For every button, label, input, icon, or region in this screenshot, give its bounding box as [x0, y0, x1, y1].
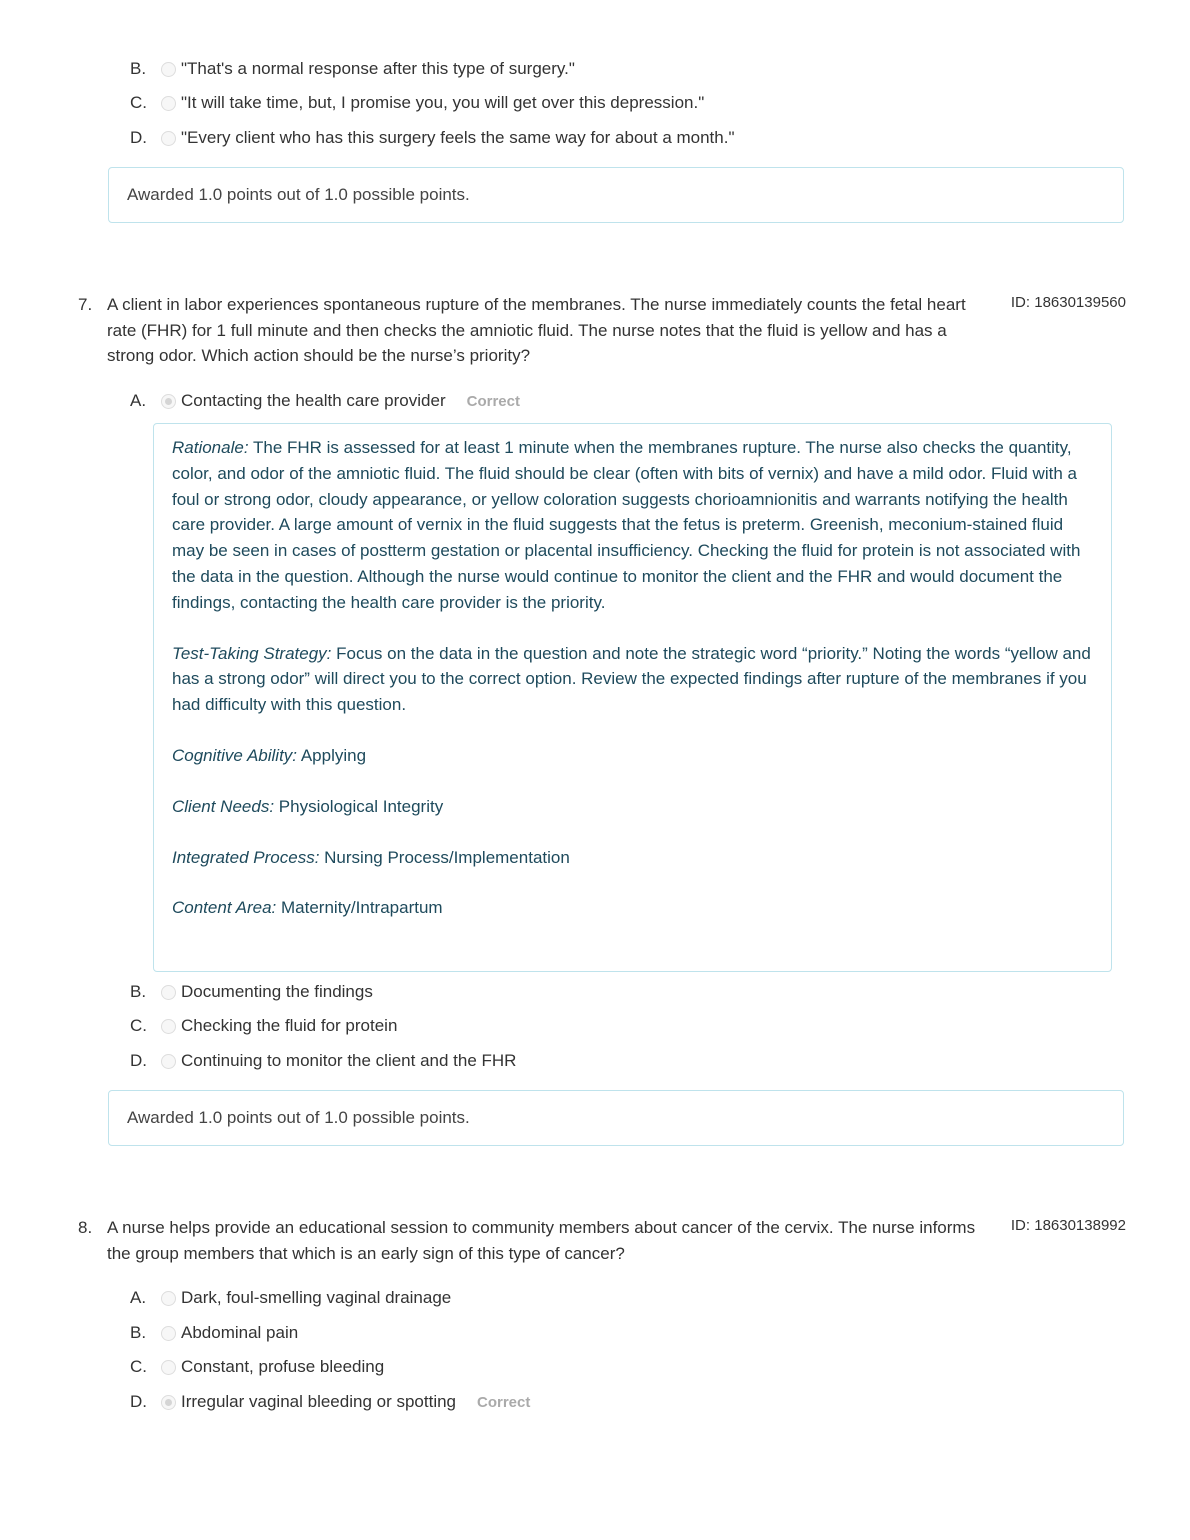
correct-badge: Correct: [466, 392, 520, 410]
process-label: Integrated Process:: [172, 847, 320, 867]
radio-button[interactable]: [161, 1360, 176, 1375]
cognitive-label: Cognitive Ability:: [172, 745, 298, 765]
option-letter: C.: [130, 1357, 147, 1376]
cognitive-ability: [172, 743, 1093, 769]
option-text: Continuing to monitor the client and the FHR: [181, 1051, 517, 1070]
rationale-label: Rationale:: [172, 438, 249, 457]
option-letter: C.: [130, 1016, 147, 1035]
points-awarded-box: Awarded 1.0 points out of 1.0 possible points.: [108, 1090, 1124, 1146]
option-letter: A.: [130, 391, 147, 410]
option-b: [130, 980, 373, 1004]
radio-button[interactable]: [161, 62, 176, 77]
option-text: "Every client who has this surgery feels the same way for about a month.": [181, 128, 735, 147]
needs-value: Physiological Integrity: [274, 796, 444, 816]
option-text: Dark, foul-smelling vaginal drainage: [181, 1288, 452, 1307]
rationale-text: The FHR is assessed for at least 1 minute when the membranes rupture. The nurse also checks the quantity, color, and odor of the amniotic fluid. The fluid should be clear (often with bits of vernix) and have a mild odor. Fluid with a foul or strong odor, cloudy appearance, or yellow coloration suggests chorioamnionitis and warrants notifying the health care provider. A large amount of vernix in the fluid suggests that the fetus is preterm. Greenish, meconium-stained fluid may be seen in cases of postterm gestation or placental insufficiency. Checking the fluid for protein is not associated with the data in the question. Although the nurse would continue to monitor the client and the FHR and would document the findings, contacting the health care provider is the priority.: [172, 438, 1081, 612]
option-d: [130, 1049, 516, 1073]
option-letter: C.: [130, 93, 147, 112]
process-value: Nursing Process/Implementation: [319, 847, 570, 867]
option-a: [130, 389, 520, 413]
question-id: ID: 18630139560: [1010, 294, 1126, 311]
option-b: [130, 57, 575, 81]
cognitive-value: Applying: [297, 745, 367, 765]
question-text: A nurse helps provide an educational session to community members about cancer of the cervix. The nurse informs the group members that which is an early sign of this type of cancer?: [107, 1218, 976, 1263]
strategy-text: Focus on the data in the question and note the strategic word “priority.” Noting the words “yellow and has a strong odor” will direct you to the correct option. Review the expected findings after rupture of the membranes if you had difficulty with this question.: [172, 643, 1091, 715]
radio-button[interactable]: [161, 1019, 176, 1034]
option-c: [130, 1355, 384, 1379]
option-text: "That's a normal response after this type of surgery.": [181, 59, 575, 78]
question-number: 7.: [78, 295, 93, 314]
option-text: "It will take time, but, I promise you, you will get over this depression.": [181, 93, 705, 112]
radio-button[interactable]: [161, 96, 176, 111]
option-letter: D.: [130, 1051, 147, 1070]
correct-badge: Correct: [477, 1393, 531, 1411]
option-c: [130, 91, 704, 115]
radio-button-selected[interactable]: [161, 394, 176, 409]
content-value: Maternity/Intrapartum: [276, 898, 443, 918]
question-text: A client in labor experiences spontaneous rupture of the membranes. The nurse immediately counts the fetal heart rate (FHR) for 1 full minute and then checks the amniotic fluid. The nurse notes that the fluid is yellow and has a strong odor. Which action should be the nurse’s priority?: [107, 295, 966, 365]
question-id: ID: 18630138992: [1010, 1217, 1126, 1234]
content-area: [172, 895, 1093, 921]
option-text: Constant, profuse bleeding: [181, 1357, 385, 1376]
radio-button-selected[interactable]: [161, 1395, 176, 1410]
option-text: Contacting the health care provider: [181, 391, 446, 410]
option-text: Irregular vaginal bleeding or spotting: [181, 1392, 457, 1411]
radio-button[interactable]: [161, 1291, 176, 1306]
option-letter: A.: [130, 1288, 147, 1307]
points-awarded-box: Awarded 1.0 points out of 1.0 possible points.: [108, 167, 1124, 223]
option-letter: B.: [130, 1323, 147, 1342]
option-text: Checking the fluid for protein: [181, 1016, 398, 1035]
option-letter: B.: [130, 982, 147, 1001]
option-letter: B.: [130, 59, 147, 78]
radio-button[interactable]: [161, 1326, 176, 1341]
radio-button[interactable]: [161, 985, 176, 1000]
option-text: Documenting the findings: [181, 982, 373, 1001]
option-letter: D.: [130, 128, 147, 147]
option-d: [130, 1390, 530, 1414]
rationale-paragraph: [172, 435, 1093, 616]
content-label: Content Area:: [172, 898, 277, 918]
question-8: [78, 1215, 1128, 1266]
strategy-paragraph: [172, 641, 1093, 718]
option-c: [130, 1014, 397, 1038]
radio-button[interactable]: [161, 131, 176, 146]
radio-button[interactable]: [161, 1054, 176, 1069]
client-needs: [172, 794, 1093, 820]
option-b: [130, 1321, 298, 1345]
needs-label: Client Needs:: [172, 796, 275, 816]
rationale-box: [153, 423, 1112, 972]
option-d: [130, 126, 735, 150]
option-text: Abdominal pain: [181, 1323, 299, 1342]
strategy-label: Test-Taking Strategy:: [172, 643, 332, 663]
option-letter: D.: [130, 1392, 147, 1411]
question-7: [78, 292, 1128, 369]
integrated-process: [172, 845, 1093, 871]
option-a: [130, 1286, 451, 1310]
question-number: 8.: [78, 1218, 93, 1237]
